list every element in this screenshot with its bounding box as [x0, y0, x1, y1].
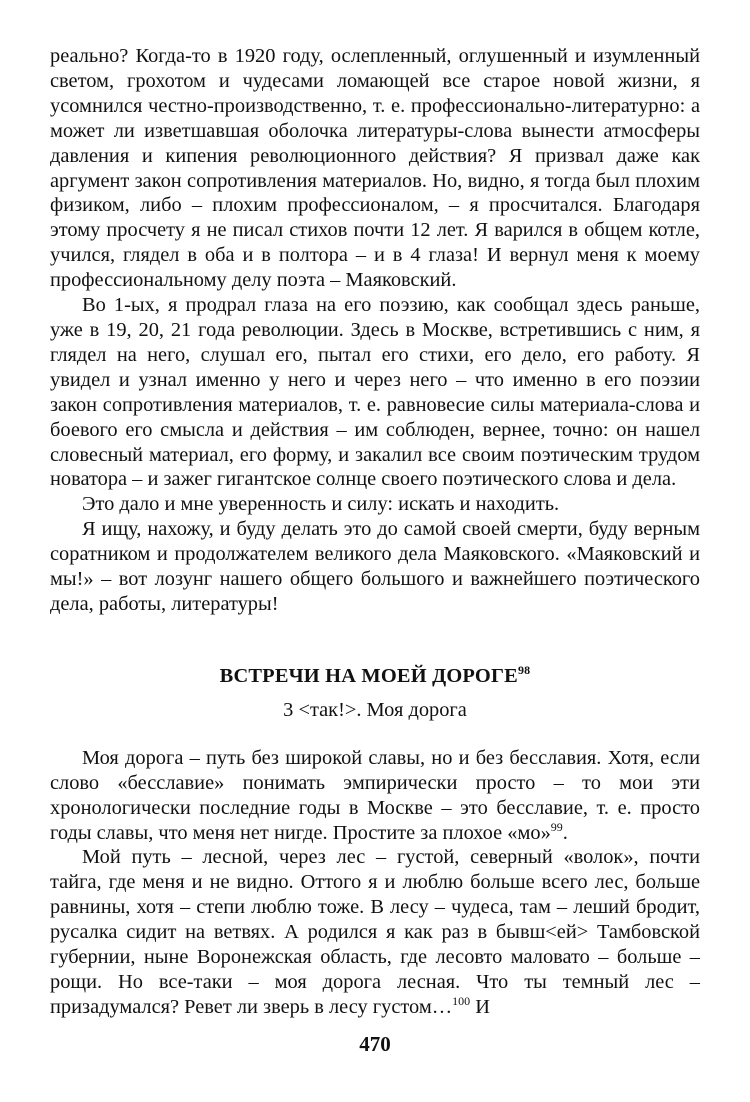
footnote-marker-100: 100 [452, 993, 471, 1008]
paragraph-6-text: Мой путь – лесной, через лес – густой, северный «волок», почти тайга, где меня и не видно. Оттого я и люблю больше всего лес, больше равнины, хотя – степи люблю тоже. В лесу – чудеса, там – леший бродит, русалка сидит на ветвях. А родился я как раз в бывш<ей> Тамбовской губернии, ныне Воронежская область, где лесовто маловато – больше – рощи. Но все-таки – моя дорога лесная. Что ты темный лес – призадумался? Ревет ли зверь в лесу густом… [50, 846, 700, 1018]
paragraph-2-text: Во 1-ых, я продрал глаза на его поэзию, как сообщал здесь раньше, уже в 19, 20, 21 года революции. Здесь в Москве, встретившись с ним, я глядел на него, слушал его, пытал его стихи, его дело, его работу. Я увидел и узнал именно у него и через него – что именно в его поэзии закон сопротивления материалов, т. е. равновесие силы материала-слова и боевого его смысла и действия – им соблюден, вернее, точно: он нашел словесный материал, его форму, и закалил все своим поэтическим трудом новатора – и зажег гигантское солнце своего поэтического слова и дела. [50, 294, 700, 491]
paragraph-3 [50, 492, 700, 517]
section-title-footnote: 98 [517, 663, 531, 678]
page-number: 470 [359, 1032, 391, 1056]
paragraph-3-text: Это дало и мне уверенность и силу: искать и находить. [82, 493, 560, 516]
section-subtitle: 3 <так!>. Моя дорога [283, 698, 467, 721]
paragraph-1 [50, 44, 700, 293]
paragraph-5-text: Моя дорога – путь без широкой славы, но и без бесславия. Хотя, если слово «бесславие» понимать эмпирически просто – то мои эти хронологически последние годы в Москве – это бесславие, т. е. просто годы славы, что меня нет нигде. Простите за плохое «мо» [50, 746, 700, 844]
paragraph-6 [50, 845, 700, 1019]
page-body [50, 44, 700, 1020]
paragraph-4-text: Я ищу, нахожу, и буду делать это до самой своей смерти, буду верным соратником и продолжателем великого дела Маяковского. «Маяковский и мы!» – вот лозунг нашего общего большого и важнейшего поэтического дела, работы, литературы! [50, 518, 700, 615]
paragraph-5 [50, 746, 700, 846]
paragraph-5-tail: . [562, 821, 568, 844]
footnote-marker-99: 99 [550, 819, 563, 834]
section-title [50, 663, 700, 689]
paragraph-6-tail: И [470, 995, 490, 1018]
paragraph-1-text: реально? Когда-то в 1920 году, ослепленный, оглушенный и изумленный светом, грохотом и чудесами ломающей все старое новой жизни, я усомнился честно-производственно, т. е. профессионально-литературно: а может ли изветшавшая оболочка литературы-слова вынести атмосферы давления и кипения революционного действия? Я призвал даже как аргумент закон сопротивления материалов. Но, видно, я тогда был плохим физиком, либо – плохим профессионалом, – я просчитался. Благодаря этому просчету я не писал стихов почти 12 лет. Я варился в общем котле, учился, глядел в оба и в полтора – и в 4 глаза! И вернул меня к моему профессиональному делу поэта – Маяковский. [50, 45, 700, 292]
paragraph-2 [50, 293, 700, 492]
paragraph-4 [50, 517, 700, 617]
section-title-text: ВСТРЕЧИ НА МОЕЙ ДОРОГЕ [219, 664, 518, 687]
